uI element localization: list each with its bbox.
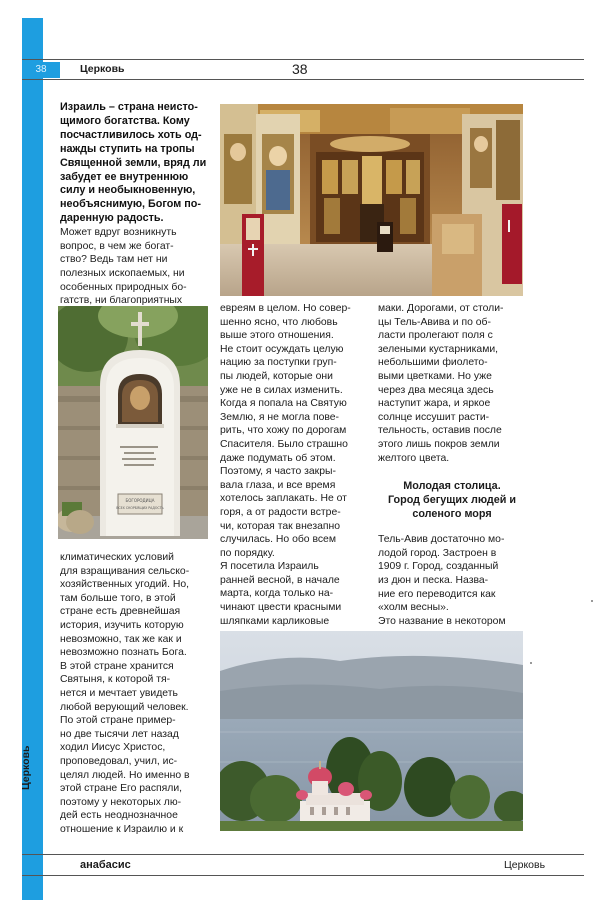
text-line: даренную радость. [60,212,164,225]
header-rule-top [22,59,584,60]
text-line: шляпками карликовые [220,615,330,627]
text-line: ство? Ведь там нет ни [60,254,168,266]
text-line: чи, которая так внезапно [220,520,341,532]
text-line: Спасителя. Было страшно [220,438,348,450]
text-line: по порядку. [220,547,275,559]
text-line: особенных природных бо- [60,281,187,293]
text-line: нажды ступить на тропы [60,142,195,155]
side-section-label: Церковь [20,745,32,790]
subheading-line: Молодая столица. [403,480,501,493]
subheading-line: Город бегущих людей и [387,494,517,507]
text-line: невозможно познать Бога. [60,647,187,659]
text-line: дей есть неоднозначное [60,810,178,822]
text-line: необъяснимую, Богом по- [60,198,201,211]
text-line: случилась. Но обо всем [220,534,336,546]
text-line: там больше того, в этой [60,592,176,604]
text-line: ласти пролегают поля с [378,330,493,342]
text-line: По этой стране пример- [60,715,176,727]
text-line: силу и необыкновенную, [60,184,196,197]
text-line: для взращивания сельско- [60,565,190,577]
text-line: отношение к Израилю и к [60,823,184,835]
roadside-shrine-photo [58,306,208,539]
text-line: В этой стране хранится [60,660,174,672]
text-line: этого лишь покров земли [378,438,500,450]
text-line: солнце иссушит расти- [378,411,490,423]
text-line: поэтому у некоторых лю- [60,796,182,808]
text-line: ранней весной, в начале [220,574,340,586]
stray-mark [530,662,532,664]
column2-text [220,302,370,628]
text-line: пы людей, которые они [220,370,333,382]
text-line: желтого цвета. [378,452,450,464]
text-line: Не стоит осуждать целую [220,343,344,355]
text-line: Когда я попала на Святую [220,398,347,410]
text-line: маки. Дорогами, от столи- [378,303,504,314]
text-line: невозможно, так же как и [60,633,182,645]
text-line: ние его переводится как [378,588,496,600]
column1-bottom-text [60,551,215,836]
column1-top-text [60,101,215,308]
subheading-line: соленого моря [412,508,492,521]
text-line: полезных ископаемых, ни [60,267,185,279]
text-line: Израиль – страна неисто- [60,101,198,113]
column3-text [378,302,526,628]
text-line: стране есть древнейшая [60,606,181,618]
header-section-title: Церковь [80,63,125,75]
text-line: небольшими фиолето- [378,357,488,369]
text-line: 1909 г. Город, созданный [378,561,499,573]
text-line: чинают цвести красными [220,602,342,614]
text-line: выше этого отношения. [220,330,334,342]
text-line: гатств, ни благоприятных [60,295,183,307]
text-line: выми цветками. Но уже [378,370,492,382]
text-line: забудет ее внутреннюю [60,170,189,183]
lead-paragraph [60,101,215,226]
plaque-text-line-2: ВСЕХ СКОРБЯЩИХ РАДОСТЬ [116,506,164,510]
stray-mark [591,600,593,602]
lake-church-photo [220,631,523,831]
text-line: горя, а от радости встре- [220,506,341,518]
text-line: Поэтому, я часто закры- [220,466,336,478]
text-line: шенно ясно, что любовь [220,316,338,328]
text-line: щимого богатства. Кому [60,114,190,127]
footer-rule-top [22,854,584,855]
text-line: хозяйственных угодий. Но, [60,579,190,591]
header-page-number: 38 [292,61,308,77]
footer-section-name: Церковь [504,859,546,871]
church-interior-photo [220,104,523,296]
text-line: цы Тель-Авива и по об- [378,316,491,328]
text-line: целял людей. Но именно в [60,769,190,781]
text-line: зелеными кустарниками, [378,343,499,355]
text-line: даже подумать об этом. [220,452,336,464]
text-line: нацию за поступки груп- [220,357,337,369]
text-line: тельность, оставив после [378,425,502,437]
text-line: уже не в силах изменить. [220,384,343,396]
text-line: Святыня, к которой тя- [60,674,171,686]
text-line: ходил Иисус Христос, [60,742,166,754]
text-line: через два месяца здесь [378,384,494,396]
text-line: Тель-Авив достаточно мо- [378,534,505,546]
text-line: хотелось заплакать. Не от [220,493,347,505]
text-line: лодой город. Застроен в [378,547,497,559]
footer-rule-bottom [22,875,584,876]
text-line: Землю, я не могла пове- [220,411,340,423]
text-line: вала глаза, и все время [220,479,336,491]
text-line: посчастливилось хоть од- [60,128,202,141]
footer-magazine-name: анабасис [80,859,131,871]
text-line: Это название в некотором [378,615,506,627]
text-line: любой верующий человек. [60,701,189,713]
text-line: нется и мечтает увидеть [60,687,178,699]
text-line: но две тысячи лет назад [60,728,179,740]
text-line: Может вдруг возникнуть [60,227,177,239]
text-line: Я посетила Израиль [220,561,319,573]
text-line: история, изучить которую [60,619,184,631]
text-line: проповедовал, учил, ис- [60,755,178,767]
text-line: вопрос, в чем же богат- [60,240,174,252]
section-subheading [378,479,526,521]
text-line: этой стране Его распяли, [60,783,183,795]
text-line: рить, что хожу по дорогам [220,425,347,437]
header-rule-bottom [22,79,584,80]
text-line: из дюн и песка. Назва- [378,574,489,586]
body-paragraph [60,226,215,308]
text-line: «холм весны». [378,602,449,614]
text-line: климатических условий [60,552,174,563]
page-number-tab: 38 [22,62,60,78]
text-line: Священной земли, вряд ли [60,156,207,169]
text-line: марта, когда только на- [220,588,334,600]
text-line: евреям в целом. Но совер- [220,303,351,314]
plaque-text-line-1: БОГОРОДИЦА [125,498,155,503]
text-line: наступит жара, и яркое [378,398,491,410]
